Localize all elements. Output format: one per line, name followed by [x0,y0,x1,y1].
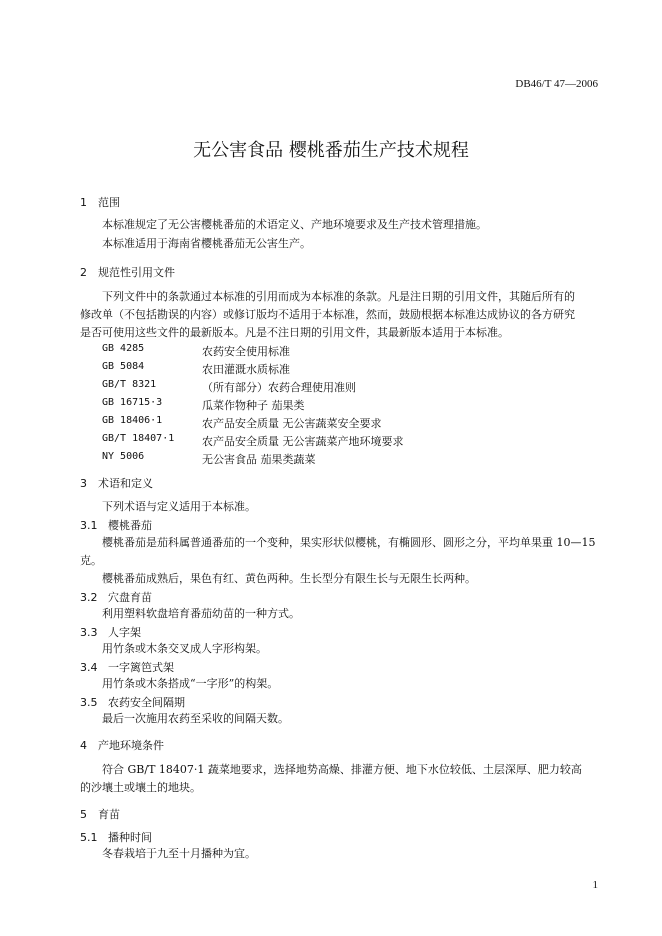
reference-title: 无公害食品 茄果类蔬菜 [202,453,316,466]
reference-title: 农药安全使用标准 [202,345,290,358]
term-title: 一字篱笆式架 [108,661,174,674]
term-3-1-heading [80,517,152,533]
section-title: 育苗 [98,808,120,821]
section-4-heading [80,737,164,753]
s1-line-1: 本标准规定了无公害樱桃番茄的术语定义、产地环境要求及生产技术管理措施。 [102,218,487,231]
reference-code: GB/T 8321 [102,379,157,390]
term-number: 5.1 [80,831,98,844]
reference-code: GB 18406·1 [102,415,163,426]
term-3-5-heading [80,694,185,710]
reference-title: 农产品安全质量 无公害蔬菜安全要求 [202,417,382,430]
s2-intro-line-2: 修改单（不包括勘误的内容）或修订版均不适用于本标准，然而，鼓励根据本标准达成协议的各方研究 [80,308,575,321]
s2-intro-line-1: 下列文件中的条款通过本标准的引用而成为本标准的条款。凡是注日期的引用文件，其随后所有的 [102,290,575,303]
term-5-1-heading [80,829,152,845]
term-title: 樱桃番茄 [108,519,152,532]
s4-line-1: 符合 GB/T 18407·1 蔬菜地要求，选择地势高燥、排灌方便、地下水位较低、土层深厚、肥力较高 [102,763,582,776]
section-title: 规范性引用文件 [98,266,175,279]
section-1-heading [80,194,120,210]
term-3-3-text: 用竹条或木条交叉成人字形构架。 [102,642,267,655]
term-number: 3.1 [80,519,98,532]
s1-line-2: 本标准适用于海南省樱桃番茄无公害生产。 [102,237,311,250]
term-title: 人字架 [108,626,141,639]
reference-title: 瓜菜作物种子 茄果类 [202,399,305,412]
term-number: 3.4 [80,661,98,674]
term-number: 3.2 [80,591,98,604]
s3-intro: 下列术语与定义适用于本标准。 [102,500,256,513]
term-title: 播种时间 [108,831,152,844]
section-3-heading [80,475,153,491]
term-3-2-heading [80,589,152,605]
term-3-1-line-1: 樱桃番茄是茄科属普通番茄的一个变种，果实形状似樱桃，有椭圆形、圆形之分，平均单果重 10—15 [102,536,596,549]
term-title: 穴盘育苗 [108,591,152,604]
term-5-1-text: 冬春栽培于九至十月播种为宜。 [102,847,256,860]
term-3-1-line-3: 樱桃番茄成熟后，果色有红、黄色两种。生长型分有限生长与无限生长两种。 [102,572,476,585]
term-3-4-text: 用竹条或木条搭成“一字形”的构架。 [102,677,279,690]
s2-intro-line-3: 是否可使用这些文件的最新版本。凡是不注日期的引用文件，其最新版本适用于本标准。 [80,326,509,339]
term-3-1-line-2: 克。 [80,554,102,567]
page-number: 1 [592,879,598,891]
reference-title: 农产品安全质量 无公害蔬菜产地环境要求 [202,435,404,448]
term-3-3-heading [80,624,141,640]
section-number: 4 [80,739,87,752]
section-number: 1 [80,196,87,209]
reference-code: NY 5006 [102,451,145,462]
section-number: 2 [80,266,87,279]
term-number: 3.5 [80,696,98,709]
document-title: 无公害食品 樱桃番茄生产技术规程 [193,140,469,161]
reference-title: （所有部分）农药合理使用准则 [202,381,356,394]
term-3-4-heading [80,659,174,675]
section-title: 范围 [98,196,120,209]
term-number: 3.3 [80,626,98,639]
reference-title: 农田灌溉水质标准 [202,363,290,376]
reference-code: GB/T 18407·1 [102,433,175,444]
section-5-heading [80,806,120,822]
s4-line-2: 的沙壤土或壤土的地块。 [80,781,201,794]
section-title: 产地环境条件 [98,739,164,752]
reference-code: GB 4285 [102,343,145,354]
standard-number: DB46/T 47—2006 [515,78,598,90]
term-3-2-text: 利用塑料软盘培育番茄幼苗的一种方式。 [102,607,300,620]
section-2-heading [80,264,175,280]
term-3-5-text: 最后一次施用农药至采收的间隔天数。 [102,712,289,725]
reference-code: GB 5084 [102,361,145,372]
section-number: 3 [80,477,87,490]
section-title: 术语和定义 [98,477,153,490]
term-title: 农药安全间隔期 [108,696,185,709]
section-number: 5 [80,808,87,821]
reference-code: GB 16715·3 [102,397,163,408]
